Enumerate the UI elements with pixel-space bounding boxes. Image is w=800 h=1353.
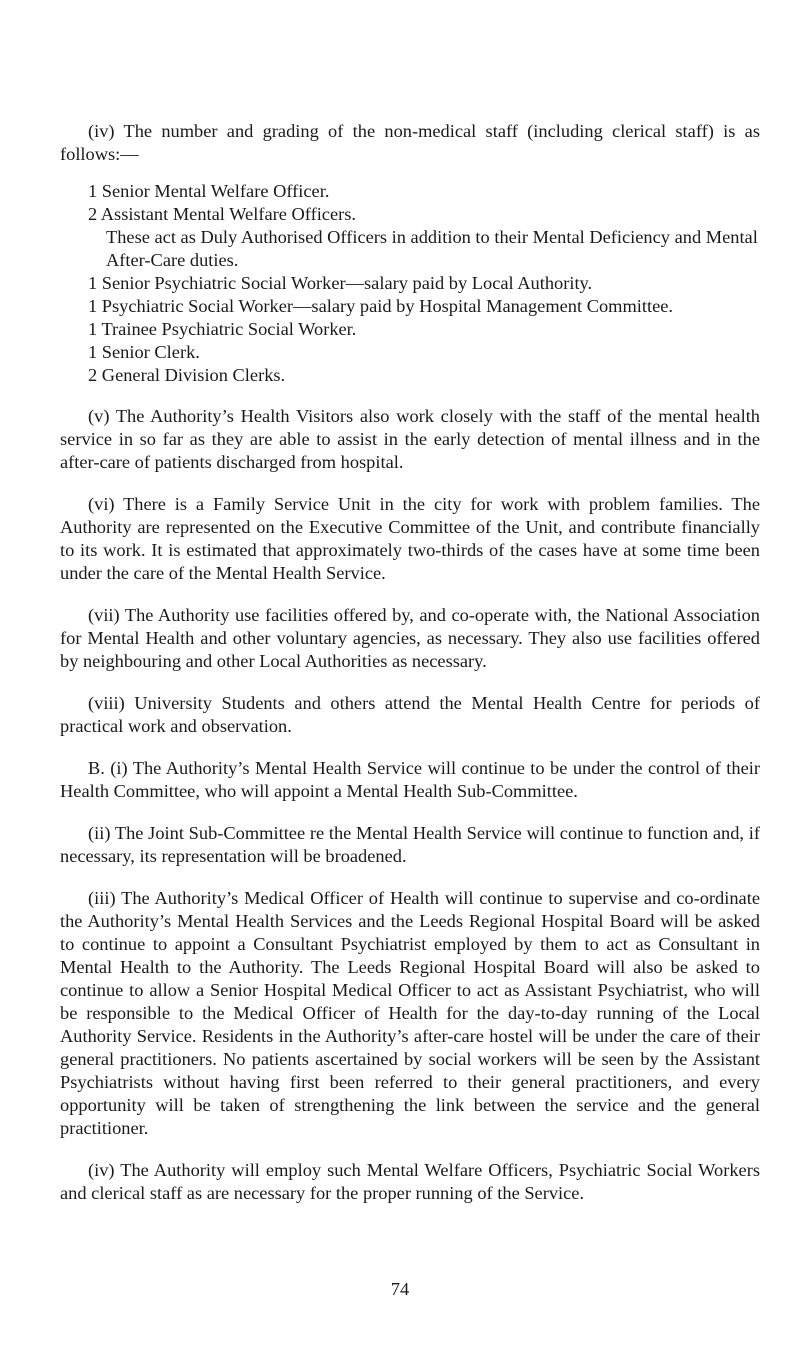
staff-item: 2 Assistant Mental Welfare Officers. [88,204,357,224]
staff-item: 1 Psychiatric Social Worker—salary paid by Hospital Management Committee. [88,296,674,316]
paragraph-b-iii: (iii) The Authority’s Medical Officer of Health will continue to supervise and co-ordinate the Authority’s Mental Health Services and the Leeds Regional Hospital Board will be asked to continue to appoint a Consultant Psychiatrist employed by them to act as Consultant in Mental Health to the Authority. The Leeds Regional Hospital Board will also be asked to continue to allow a Senior Hospital Medical Officer to act as Assistant Psychiatrist, who will be responsible to the Medical Officer of Health for the day-to-day running of the Local Authority Service. Residents in the Authority’s after-care hostel will be under the care of their general practitioners. No patients ascertained by social workers will be seen by the Assistant Psychiatrists without having first been referred to their general practitioners, and every opportunity will be taken of strengthening the link between the service and the general practitioner. [60,888,760,1138]
staff-list [60,180,760,387]
paragraph-vii: (vii) The Authority use facilities offered by, and co-operate with, the National Association for Mental Health and other voluntary agencies, as necessary. They also use facilities offered by neighbouring and other Local Authorities as necessary. [60,605,760,671]
staff-note: These act as Duly Authorised Officers in addition to their Mental Deficiency and Mental After-Care duties. [106,227,758,270]
paragraph-vi: (vi) There is a Family Service Unit in the city for work with problem families. The Authority are represented on the Executive Committee of the Unit, and contribute financially to its work. It is estimated that approximately two-thirds of the cases have at some time been under the care of the Mental Health Service. [60,494,760,583]
paragraph-b-i: B. (i) The Authority’s Mental Health Service will continue to be under the control of their Health Committee, who will appoint a Mental Health Sub-Committee. [60,758,760,801]
page-number: 74 [390,1279,410,1299]
staff-item: 1 Senior Mental Welfare Officer. [88,181,330,201]
staff-item: 1 Senior Psychiatric Social Worker—salary paid by Local Authority. [88,273,593,293]
staff-item: 1 Senior Clerk. [88,342,200,362]
section-iv-intro: (iv) The number and grading of the non-medical staff (including clerical staff) is as follows:— [60,121,760,164]
paragraph-viii: (viii) University Students and others attend the Mental Health Centre for periods of practical work and observation. [60,693,760,736]
paragraph-b-iv: (iv) The Authority will employ such Mental Welfare Officers, Psychiatric Social Workers and clerical staff as are necessary for the proper running of the Service. [60,1160,760,1203]
staff-item: 1 Trainee Psychiatric Social Worker. [88,319,357,339]
paragraph-b-ii: (ii) The Joint Sub-Committee re the Mental Health Service will continue to function and, if necessary, its representation will be broadened. [60,823,760,866]
document-page [60,120,760,1224]
staff-item: 2 General Division Clerks. [88,365,286,385]
paragraph-v: (v) The Authority’s Health Visitors also work closely with the staff of the mental health service in so far as they are able to assist in the early detection of mental illness and in the after-care of patients discharged from hospital. [60,406,760,472]
